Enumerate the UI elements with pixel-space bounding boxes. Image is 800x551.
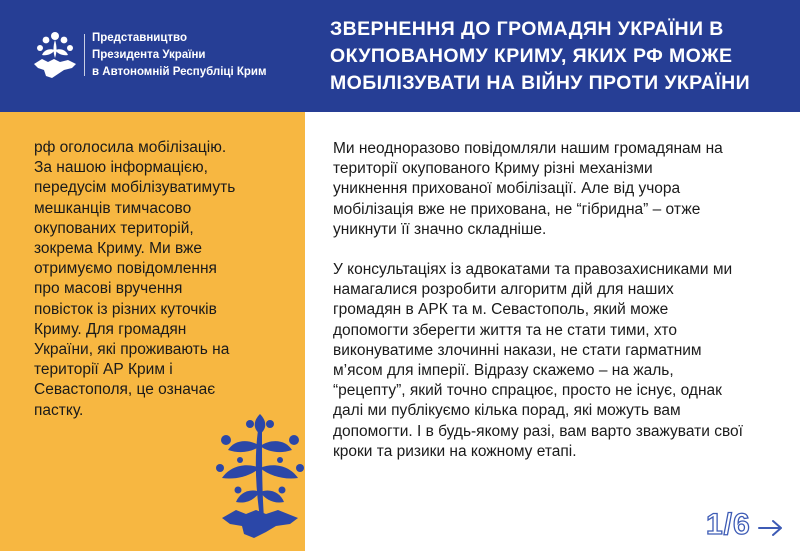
page-indicator: 1/6: [706, 508, 751, 541]
text-line: м’ясом для імперії. Відразу скажемо – на жаль,: [333, 362, 674, 380]
intro-text: [34, 138, 294, 421]
title-line: ОКУПОВАНОМУ КРИМУ, ЯКИХ РФ МОЖЕ: [330, 45, 733, 67]
intro-line: отримуємо повідомлення: [34, 260, 217, 278]
page-title: [330, 16, 790, 97]
text-line: намагалися розробити алгоритм дій для наших: [333, 281, 674, 299]
intro-line: України, які проживають на: [34, 341, 230, 359]
organization-name: [92, 30, 267, 81]
paragraph-2: [333, 260, 783, 462]
intro-line: зокрема Криму. Ми вже: [34, 240, 203, 258]
org-name-line: Представництво: [92, 32, 187, 44]
crimea-emblem-icon: [28, 26, 82, 82]
text-line: У консультаціях із адвокатами та правозахисниками ми: [333, 261, 733, 279]
intro-line: Севастополя, це означає: [34, 381, 216, 399]
intro-line: Криму. Для громадян: [34, 320, 187, 338]
intro-line: За нашою інформацією,: [34, 159, 208, 177]
intro-line: рф оголосила мобілізацію.: [34, 139, 227, 156]
title-line: ЗВЕРНЕННЯ ДО ГРОМАДЯН УКРАЇНИ В: [330, 18, 724, 40]
text-line: кроки та ризики на кожному етапі.: [333, 442, 577, 460]
header-bar: [0, 0, 800, 112]
intro-line: повісток із різних куточків: [34, 300, 217, 318]
text-line: Ми неодноразово повідомляли нашим громадянам на: [333, 140, 723, 157]
text-line: території окупованого Криму різні механізми: [333, 160, 653, 178]
intro-line: території АР Крим і: [34, 361, 173, 379]
text-line: уникнення прихованої мобілізації. Але від учора: [333, 180, 681, 198]
intro-line: пастку.: [34, 401, 84, 419]
folk-flower-ornament-icon: [210, 410, 310, 540]
paragraph-1: [333, 139, 783, 240]
main-text: [333, 139, 783, 462]
intro-line: окупованих територій,: [34, 219, 194, 237]
text-line: допомогти. І в будь-якому разі, вам варто зважувати свої: [333, 422, 743, 440]
text-line: уникнути її значно складніше.: [333, 220, 547, 238]
org-name-line: в Автономній Республіці Крим: [92, 66, 267, 78]
arrow-right-icon[interactable]: [757, 518, 785, 538]
org-name-line: Президента України: [92, 49, 206, 61]
text-line: далі ми публікуємо кілька порад, які можуть вам: [333, 402, 681, 420]
text-line: виконуватиме злочинні накази, не стати гарматним: [333, 341, 702, 359]
title-line: МОБІЛІЗУВАТИ НА ВІЙНУ ПРОТИ УКРАЇНИ: [330, 72, 751, 94]
intro-line: про масові вручення: [34, 280, 183, 298]
text-line: громадян в АРК та м. Севастополь, який може: [333, 301, 669, 319]
text-line: допомогти зберегти життя та не стати тими, хто: [333, 321, 677, 339]
logo-divider: [84, 34, 85, 76]
text-line: “рецепту”, який точно спрацює, просто не існує, однак: [333, 382, 722, 400]
intro-line: передусім мобілізуватимуть: [34, 179, 236, 197]
text-line: мобілізація вже не прихована, не “гібридна” – отже: [333, 200, 701, 218]
intro-line: мешканців тимчасово: [34, 199, 192, 217]
